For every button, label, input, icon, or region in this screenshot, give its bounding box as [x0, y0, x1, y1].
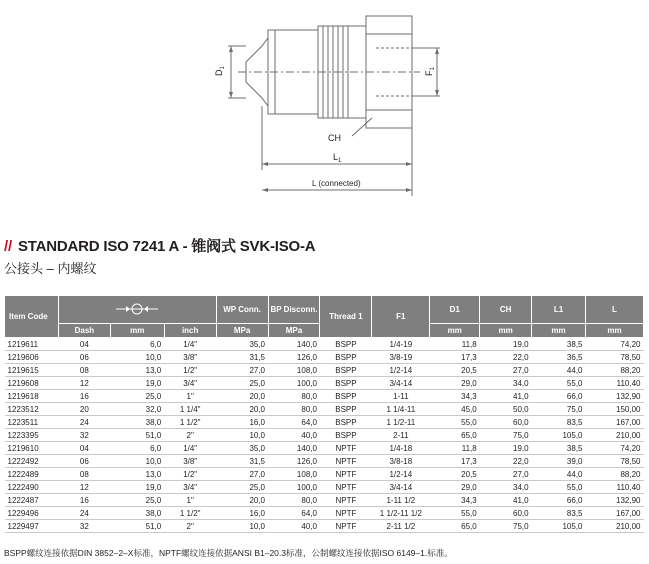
cell-d1: 65,0 — [430, 429, 480, 442]
cell-thread: NPTF — [320, 494, 372, 507]
cell-item-code: 1219608 — [5, 377, 59, 390]
cell-d1: 20,5 — [430, 364, 480, 377]
section-title — [4, 235, 315, 256]
cell-wp-conn: 25,0 — [216, 481, 268, 494]
cell-item-code: 1222490 — [5, 481, 59, 494]
hose-size-icon — [114, 302, 160, 316]
cell-ch: 19,0 — [480, 338, 532, 351]
cell-hose-mm: 19,0 — [110, 481, 164, 494]
cell-l1: 44,0 — [532, 364, 586, 377]
cell-thread: BSPP — [320, 429, 372, 442]
cell-ch: 75,0 — [480, 429, 532, 442]
table-row — [5, 494, 644, 507]
spec-table-body — [5, 338, 644, 533]
cell-wp-conn: 20,0 — [216, 390, 268, 403]
cell-hose-mm: 6,0 — [110, 338, 164, 351]
cell-ch: 50,0 — [480, 403, 532, 416]
cell-bp-disconn: 108,0 — [268, 364, 320, 377]
cell-f1: 1/2-14 — [372, 468, 430, 481]
cell-bp-disconn: 40,0 — [268, 429, 320, 442]
cell-d1: 45,0 — [430, 403, 480, 416]
cell-ch: 75,0 — [480, 520, 532, 533]
cell-hose-mm: 51,0 — [110, 429, 164, 442]
cell-l: 132,90 — [586, 390, 644, 403]
cell-hose-inch: 3/4" — [164, 481, 216, 494]
cell-ch: 27,0 — [480, 468, 532, 481]
cell-dash: 12 — [58, 377, 110, 390]
l1-label: L — [333, 152, 339, 162]
cell-bp-disconn: 140,0 — [268, 442, 320, 455]
cell-item-code: 1222489 — [5, 468, 59, 481]
cell-l1: 36,5 — [532, 351, 586, 364]
cell-thread: NPTF — [320, 442, 372, 455]
ch-label: CH — [328, 133, 341, 143]
cell-ch: 34,0 — [480, 481, 532, 494]
cell-d1: 55,0 — [430, 507, 480, 520]
cell-dash: 12 — [58, 481, 110, 494]
cell-l1: 44,0 — [532, 468, 586, 481]
cell-ch: 22,0 — [480, 455, 532, 468]
table-row — [5, 455, 644, 468]
cell-f1: 2-11 — [372, 429, 430, 442]
cell-bp-disconn: 64,0 — [268, 416, 320, 429]
cell-ch: 27,0 — [480, 364, 532, 377]
cell-dash: 16 — [58, 390, 110, 403]
cell-hose-mm: 13,0 — [110, 468, 164, 481]
subheader-l1-unit: mm — [532, 324, 586, 338]
cell-d1: 34,3 — [430, 494, 480, 507]
cell-hose-inch: 1" — [164, 494, 216, 507]
cell-hose-inch: 2" — [164, 429, 216, 442]
cell-wp-conn: 16,0 — [216, 416, 268, 429]
cell-l: 110,40 — [586, 377, 644, 390]
cell-hose-mm: 10,0 — [110, 351, 164, 364]
cell-f1: 3/4-14 — [372, 377, 430, 390]
cell-bp-disconn: 108,0 — [268, 468, 320, 481]
subheader-bp-unit: MPa — [268, 324, 320, 338]
table-row — [5, 416, 644, 429]
cell-wp-conn: 16,0 — [216, 507, 268, 520]
cell-item-code: 1223512 — [5, 403, 59, 416]
cell-l1: 75,0 — [532, 403, 586, 416]
cell-f1: 3/8-18 — [372, 455, 430, 468]
cell-wp-conn: 10,0 — [216, 520, 268, 533]
cell-thread: NPTF — [320, 507, 372, 520]
cell-dash: 04 — [58, 338, 110, 351]
cell-thread: NPTF — [320, 481, 372, 494]
cell-hose-inch: 1/2" — [164, 468, 216, 481]
cell-d1: 55,0 — [430, 416, 480, 429]
cell-bp-disconn: 126,0 — [268, 351, 320, 364]
cell-item-code: 1229497 — [5, 520, 59, 533]
cell-hose-inch: 1 1/2" — [164, 416, 216, 429]
cell-thread: BSPP — [320, 338, 372, 351]
cell-d1: 11,8 — [430, 338, 480, 351]
d1-sub-label: 1 — [220, 66, 226, 70]
cell-f1: 1/2-14 — [372, 364, 430, 377]
table-row — [5, 520, 644, 533]
table-row — [5, 351, 644, 364]
cell-l1: 66,0 — [532, 390, 586, 403]
cell-d1: 34,3 — [430, 390, 480, 403]
cell-d1: 29,0 — [430, 377, 480, 390]
section-subtitle: 公接头 – 内螺纹 — [4, 261, 97, 276]
cell-hose-inch: 3/8" — [164, 455, 216, 468]
cell-wp-conn: 31,5 — [216, 351, 268, 364]
header-ch: CH — [480, 296, 532, 324]
cell-l1: 38,5 — [532, 442, 586, 455]
subheader-wp-unit: MPa — [216, 324, 268, 338]
title-text: STANDARD ISO 7241 A - 锥阀式 SVK-ISO-A — [17, 238, 316, 255]
cell-d1: 65,0 — [430, 520, 480, 533]
header-bp-disconn: BP Disconn. — [268, 296, 320, 324]
svg-text:L1 — [333, 152, 342, 164]
cell-hose-inch: 1/4" — [164, 442, 216, 455]
cell-thread: BSPP — [320, 390, 372, 403]
subheader-dash: Dash — [58, 324, 110, 338]
cell-hose-inch: 1 1/4" — [164, 403, 216, 416]
f1-sub-label: 1 — [430, 67, 436, 71]
cell-hose-inch: 1/4" — [164, 338, 216, 351]
cell-wp-conn: 35,0 — [216, 442, 268, 455]
cell-dash: 24 — [58, 416, 110, 429]
table-row — [5, 468, 644, 481]
cell-l1: 105,0 — [532, 429, 586, 442]
cell-item-code: 1219611 — [5, 338, 59, 351]
cell-f1: 1 1/2-11 1/2 — [372, 507, 430, 520]
cell-wp-conn: 20,0 — [216, 494, 268, 507]
table-row — [5, 403, 644, 416]
l-connected-label: L (connected) — [312, 179, 361, 188]
cell-hose-mm: 38,0 — [110, 507, 164, 520]
cell-ch: 60,0 — [480, 416, 532, 429]
cell-bp-disconn: 100,0 — [268, 377, 320, 390]
cell-hose-inch: 1/2" — [164, 364, 216, 377]
cell-l1: 83,5 — [532, 507, 586, 520]
cell-thread: BSPP — [320, 351, 372, 364]
subheader-ch-unit: mm — [480, 324, 532, 338]
cell-item-code: 1219615 — [5, 364, 59, 377]
svg-text:F1 — [424, 67, 436, 77]
cell-dash: 32 — [58, 520, 110, 533]
cell-bp-disconn: 40,0 — [268, 520, 320, 533]
cell-f1: 1/4-18 — [372, 442, 430, 455]
cell-l: 167,00 — [586, 416, 644, 429]
cell-d1: 11,8 — [430, 442, 480, 455]
cell-l: 110,40 — [586, 481, 644, 494]
cell-item-code: 1219606 — [5, 351, 59, 364]
cell-d1: 29,0 — [430, 481, 480, 494]
cell-dash: 06 — [58, 351, 110, 364]
cell-ch: 60,0 — [480, 507, 532, 520]
cell-l: 88,20 — [586, 364, 644, 377]
cell-hose-inch: 2" — [164, 520, 216, 533]
cell-l1: 83,5 — [532, 416, 586, 429]
cell-hose-mm: 10,0 — [110, 455, 164, 468]
cell-hose-inch: 3/4" — [164, 377, 216, 390]
coupling-drawing — [0, 0, 649, 200]
header-l1: L1 — [532, 296, 586, 324]
cell-l1: 55,0 — [532, 377, 586, 390]
cell-ch: 41,0 — [480, 390, 532, 403]
cell-hose-mm: 51,0 — [110, 520, 164, 533]
spec-table — [4, 295, 644, 533]
cell-dash: 06 — [58, 455, 110, 468]
header-d1: D1 — [430, 296, 480, 324]
cell-thread: BSPP — [320, 377, 372, 390]
footnote: BSPP螺纹连接依据DIN 3852–2–X标准，NPTF螺纹连接依据ANSI B1–20.3标准，公制螺纹连接依据ISO 6149–1.标准。 — [4, 548, 453, 558]
subheader-mm: mm — [110, 324, 164, 338]
cell-d1: 17,3 — [430, 351, 480, 364]
cell-bp-disconn: 80,0 — [268, 494, 320, 507]
svg-text:D1 — [214, 66, 226, 77]
cell-f1: 2-11 1/2 — [372, 520, 430, 533]
subheader-d1-unit: mm — [430, 324, 480, 338]
cell-wp-conn: 25,0 — [216, 377, 268, 390]
cell-thread: NPTF — [320, 520, 372, 533]
cell-dash: 16 — [58, 494, 110, 507]
cell-hose-inch: 3/8" — [164, 351, 216, 364]
cell-l: 210,00 — [586, 520, 644, 533]
cell-wp-conn: 27,0 — [216, 364, 268, 377]
cell-d1: 17,3 — [430, 455, 480, 468]
cell-item-code: 1222487 — [5, 494, 59, 507]
cell-bp-disconn: 140,0 — [268, 338, 320, 351]
cell-hose-mm: 19,0 — [110, 377, 164, 390]
f1-label: F — [424, 70, 434, 76]
cell-l: 167,00 — [586, 507, 644, 520]
d1-label: D — [214, 69, 224, 76]
header-thread: Thread 1 — [320, 296, 372, 338]
cell-l: 132,90 — [586, 494, 644, 507]
cell-dash: 20 — [58, 403, 110, 416]
cell-hose-mm: 13,0 — [110, 364, 164, 377]
cell-l: 150,00 — [586, 403, 644, 416]
cell-bp-disconn: 64,0 — [268, 507, 320, 520]
subheader-inch: inch — [164, 324, 216, 338]
header-hose-symbol — [58, 296, 216, 324]
cell-f1: 1 1/4-11 — [372, 403, 430, 416]
header-item-code: Item Code — [5, 296, 59, 338]
cell-dash: 32 — [58, 429, 110, 442]
cell-ch: 41,0 — [480, 494, 532, 507]
title-slashes: // — [4, 238, 12, 255]
table-row — [5, 481, 644, 494]
header-wp-conn: WP Conn. — [216, 296, 268, 324]
table-row — [5, 377, 644, 390]
cell-item-code: 1222492 — [5, 455, 59, 468]
table-row — [5, 442, 644, 455]
cell-thread: BSPP — [320, 416, 372, 429]
cell-l: 74,20 — [586, 442, 644, 455]
cell-f1: 1-11 1/2 — [372, 494, 430, 507]
l1-sub-label: 1 — [338, 158, 342, 164]
cell-hose-mm: 25,0 — [110, 390, 164, 403]
cell-l1: 55,0 — [532, 481, 586, 494]
cell-l1: 39,0 — [532, 455, 586, 468]
cell-item-code: 1219618 — [5, 390, 59, 403]
cell-f1: 1/4-19 — [372, 338, 430, 351]
cell-wp-conn: 10,0 — [216, 429, 268, 442]
cell-ch: 22,0 — [480, 351, 532, 364]
cell-thread: BSPP — [320, 364, 372, 377]
cell-l: 78,50 — [586, 455, 644, 468]
table-row — [5, 507, 644, 520]
cell-l1: 105,0 — [532, 520, 586, 533]
cell-f1: 3/4-14 — [372, 481, 430, 494]
cell-l1: 66,0 — [532, 494, 586, 507]
cell-wp-conn: 35,0 — [216, 338, 268, 351]
cell-dash: 08 — [58, 364, 110, 377]
cell-bp-disconn: 80,0 — [268, 403, 320, 416]
cell-hose-inch: 1" — [164, 390, 216, 403]
header-f1: F1 — [372, 296, 430, 338]
cell-wp-conn: 27,0 — [216, 468, 268, 481]
cell-hose-mm: 25,0 — [110, 494, 164, 507]
cell-thread: BSPP — [320, 403, 372, 416]
cell-f1: 1-11 — [372, 390, 430, 403]
cell-d1: 20,5 — [430, 468, 480, 481]
cell-hose-inch: 1 1/2" — [164, 507, 216, 520]
cell-f1: 3/8-19 — [372, 351, 430, 364]
cell-ch: 19,0 — [480, 442, 532, 455]
cell-item-code: 1223511 — [5, 416, 59, 429]
cell-hose-mm: 6,0 — [110, 442, 164, 455]
cell-dash: 08 — [58, 468, 110, 481]
cell-l1: 38,5 — [532, 338, 586, 351]
cell-item-code: 1223395 — [5, 429, 59, 442]
cell-bp-disconn: 126,0 — [268, 455, 320, 468]
cell-f1: 1 1/2-11 — [372, 416, 430, 429]
table-row — [5, 338, 644, 351]
cell-item-code: 1219610 — [5, 442, 59, 455]
subheader-l-unit: mm — [586, 324, 644, 338]
cell-ch: 34,0 — [480, 377, 532, 390]
cell-l: 74,20 — [586, 338, 644, 351]
table-row — [5, 390, 644, 403]
cell-wp-conn: 31,5 — [216, 455, 268, 468]
cell-wp-conn: 20,0 — [216, 403, 268, 416]
header-l: L — [586, 296, 644, 324]
cell-thread: NPTF — [320, 455, 372, 468]
cell-l: 88,20 — [586, 468, 644, 481]
cell-l: 210,00 — [586, 429, 644, 442]
cell-hose-mm: 38,0 — [110, 416, 164, 429]
cell-hose-mm: 32,0 — [110, 403, 164, 416]
cell-thread: NPTF — [320, 468, 372, 481]
cell-dash: 24 — [58, 507, 110, 520]
cell-item-code: 1229496 — [5, 507, 59, 520]
table-row — [5, 364, 644, 377]
cell-bp-disconn: 80,0 — [268, 390, 320, 403]
cell-l: 78,50 — [586, 351, 644, 364]
cell-bp-disconn: 100,0 — [268, 481, 320, 494]
table-row — [5, 429, 644, 442]
cell-dash: 04 — [58, 442, 110, 455]
